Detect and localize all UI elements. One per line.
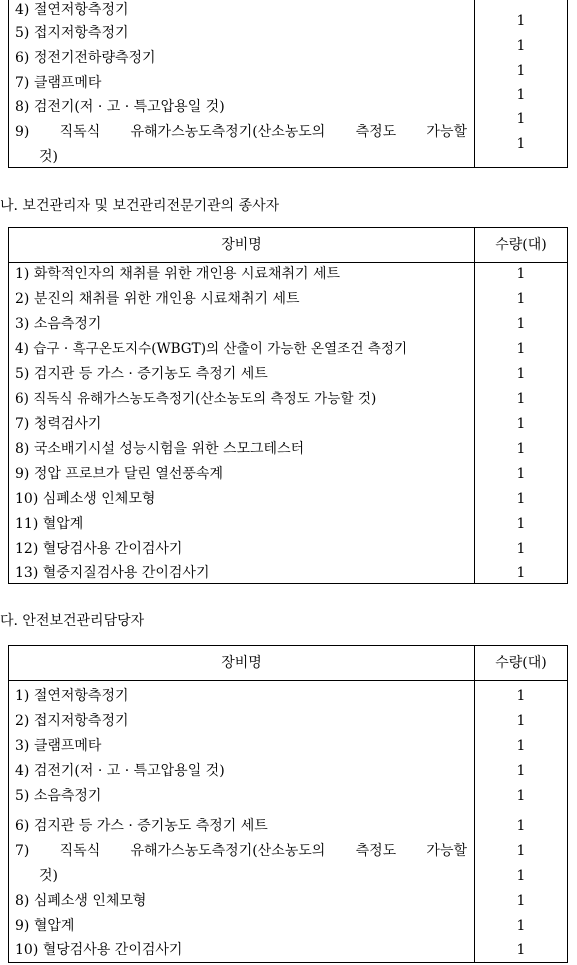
equipment-qty: 1	[516, 868, 526, 884]
table-row	[9, 337, 567, 362]
equipment-qty: 1	[516, 738, 526, 754]
table-row	[9, 784, 567, 809]
equipment-name: 10) 혈당검사용 간이검사기	[15, 942, 183, 958]
equipment-qty: 1	[516, 541, 526, 557]
equipment-name: 8) 검전기(저 · 고 · 특고압용일 것)	[15, 99, 225, 115]
equipment-name: 1) 절연저항측정기	[15, 688, 129, 704]
equipment-qty: 1	[516, 843, 526, 859]
equipment-name: 1) 화학적인자의 채취를 위한 개인용 시료채취기 세트	[15, 266, 341, 282]
equipment-qty: 1	[516, 893, 526, 909]
equipment-name-continuation: 것)	[39, 149, 58, 165]
table-row	[9, 21, 567, 54]
equipment-table-c	[8, 645, 568, 963]
table-row	[9, 839, 567, 864]
table-row	[9, 362, 567, 387]
equipment-name: 5) 검지관 등 가스 · 증기농도 측정기 세트	[15, 366, 268, 382]
equipment-qty: 1	[516, 713, 526, 729]
table-row	[9, 914, 567, 939]
table-row	[9, 71, 567, 103]
table-row	[9, 734, 567, 759]
table-row	[9, 437, 567, 462]
table-row	[9, 46, 567, 79]
equipment-name: 8) 국소배기시설 성능시험을 위한 스모그테스터	[15, 441, 305, 457]
equipment-qty: 1	[516, 763, 526, 779]
equipment-name: 13) 혈중지질검사용 간이검사기	[15, 565, 210, 581]
equipment-qty: 1	[516, 688, 526, 704]
equipment-name: 9) 직독식 유해가스농도측정기(산소농도의 측정도 가능할	[15, 124, 467, 140]
equipment-qty: 1	[516, 441, 526, 457]
equipment-name: 7) 직독식 유해가스농도측정기(산소농도의 측정도 가능할	[15, 843, 467, 859]
table-row	[9, 684, 567, 709]
equipment-name-continuation: 것)	[39, 868, 58, 884]
table-row	[9, 759, 567, 784]
equipment-name: 6) 정전기전하량측정기	[15, 50, 156, 66]
table-row	[9, 412, 567, 437]
equipment-name: 4) 검전기(저 · 고 · 특고압용일 것)	[15, 763, 225, 779]
table-row	[9, 561, 567, 586]
equipment-table-b	[8, 227, 568, 584]
equipment-name: 10) 심폐소생 인체모형	[15, 491, 156, 507]
equipment-qty: 1	[516, 391, 526, 407]
equipment-qty: 1	[516, 38, 526, 54]
equipment-qty: 1	[516, 565, 526, 581]
equipment-name: 9) 정압 프로브가 달린 열선풍속계	[15, 466, 223, 482]
table-row	[9, 512, 567, 537]
table-row	[9, 537, 567, 562]
column-header-name: 장비명	[221, 237, 262, 253]
column-header-qty: 수량(대)	[495, 237, 547, 253]
section-heading-b: 나. 보건관리자 및 보건관리전문기관의 종사자	[0, 198, 280, 214]
equipment-qty: 1	[516, 341, 526, 357]
equipment-qty: 1	[516, 366, 526, 382]
table-row	[9, 462, 567, 487]
section-heading-c: 다. 안전보건관리담당자	[0, 613, 145, 629]
table-row	[9, 120, 567, 152]
table-row	[9, 287, 567, 312]
table-row	[9, 262, 567, 287]
equipment-name: 9) 혈압계	[15, 918, 75, 934]
table-row	[9, 864, 567, 889]
equipment-name: 12) 혈당검사용 간이검사기	[15, 541, 183, 557]
equipment-qty: 1	[516, 491, 526, 507]
equipment-qty: 1	[516, 291, 526, 307]
equipment-qty: 1	[516, 13, 526, 29]
equipment-qty: 1	[516, 63, 526, 79]
equipment-name: 3) 클램프메타	[15, 738, 102, 754]
table-row	[9, 938, 567, 963]
equipment-qty: 1	[516, 316, 526, 332]
equipment-name: 3) 소음측정기	[15, 316, 102, 332]
table-row	[9, 814, 567, 839]
equipment-name: 7) 클램프메타	[15, 75, 102, 91]
equipment-qty: 1	[516, 466, 526, 482]
table-row	[9, 387, 567, 412]
equipment-name: 2) 분진의 채취를 위한 개인용 시료채취기 세트	[15, 291, 300, 307]
equipment-name: 4) 습구 · 흑구온도지수(WBGT)의 산출이 가능한 온열조건 측정기	[15, 341, 408, 357]
table-header	[9, 646, 567, 681]
equipment-qty: 1	[516, 266, 526, 282]
equipment-table-top	[8, 0, 568, 168]
table-row	[9, 312, 567, 337]
equipment-qty: 1	[516, 136, 526, 152]
equipment-qty: 1	[516, 416, 526, 432]
equipment-name: 11) 혈압계	[15, 516, 84, 532]
equipment-qty: 1	[516, 87, 526, 103]
equipment-name: 4) 절연저항측정기	[15, 2, 129, 18]
equipment-qty: 1	[516, 788, 526, 804]
column-header-qty: 수량(대)	[495, 655, 547, 671]
equipment-qty: 1	[516, 818, 526, 834]
equipment-qty: 1	[516, 111, 526, 127]
table-row	[9, 487, 567, 512]
equipment-qty: 1	[516, 918, 526, 934]
table-row	[9, 889, 567, 914]
equipment-qty: 1	[516, 942, 526, 958]
equipment-name: 8) 심폐소생 인체모형	[15, 893, 147, 909]
equipment-name: 5) 접지저항측정기	[15, 25, 129, 41]
equipment-name: 6) 직독식 유해가스농도측정기(산소농도의 측정도 가능할 것)	[15, 391, 377, 407]
table-row	[9, 709, 567, 734]
equipment-name: 6) 검지관 등 가스 · 증기농도 측정기 세트	[15, 818, 268, 834]
column-header-name: 장비명	[221, 655, 262, 671]
equipment-qty: 1	[516, 516, 526, 532]
table-row	[9, 95, 567, 127]
table-header	[9, 228, 567, 263]
equipment-name: 7) 청력검사기	[15, 416, 102, 432]
equipment-name: 5) 소음측정기	[15, 788, 102, 804]
equipment-name: 2) 접지저항측정기	[15, 713, 129, 729]
